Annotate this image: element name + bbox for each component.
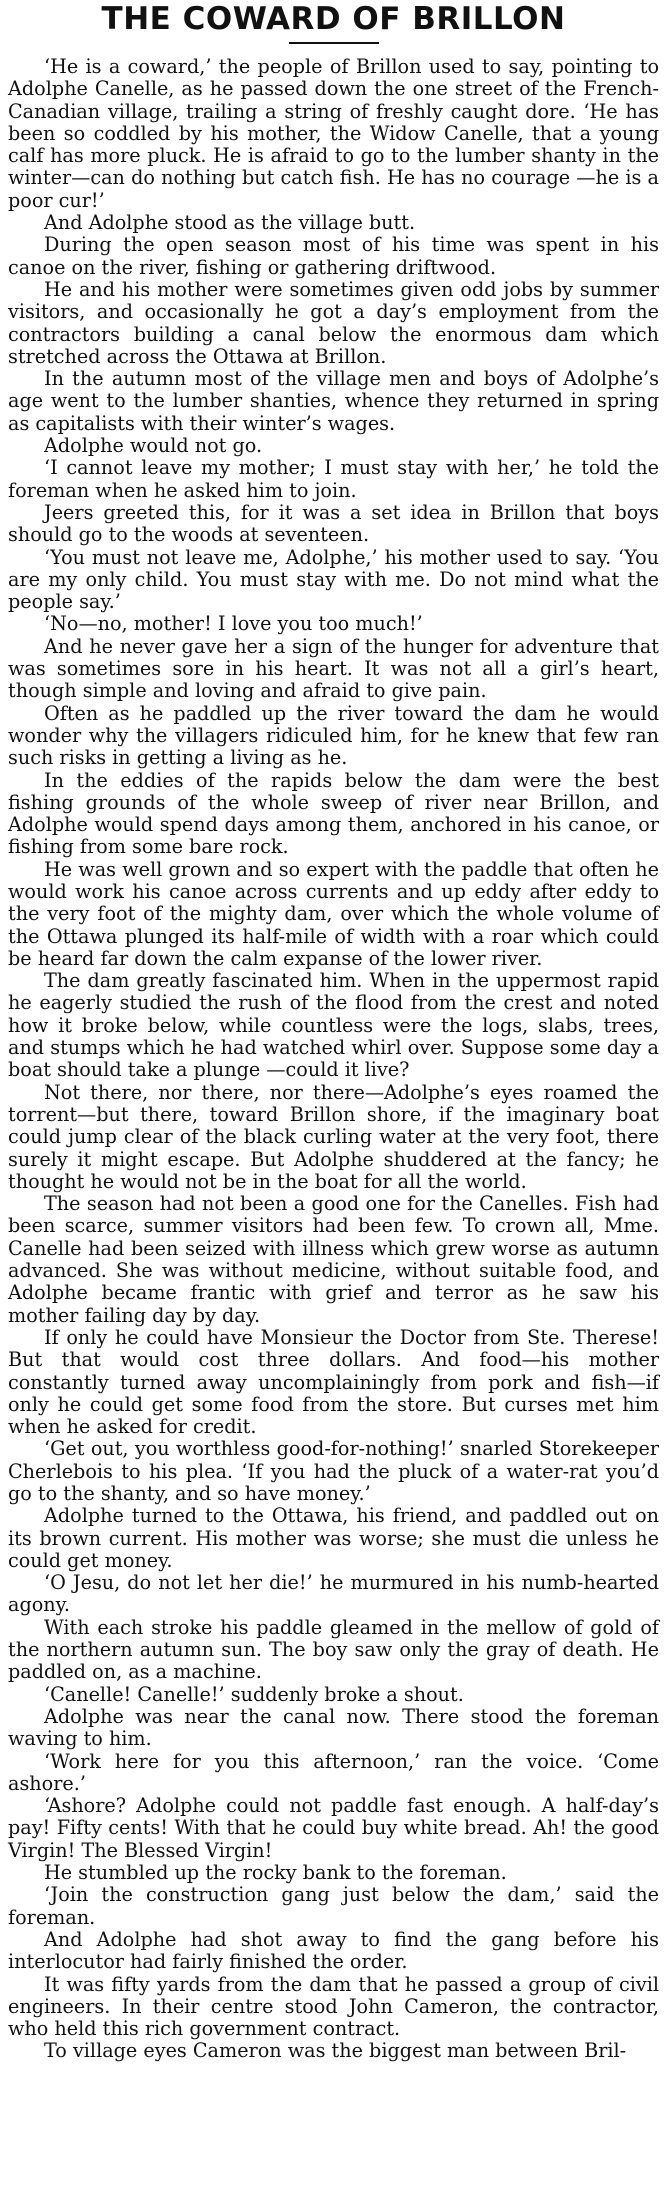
paragraph: He stumbled up the rocky bank to the foreman. (44, 1861, 507, 1885)
paragraph: ‘Work here for you this afternoon,’ ran the voice. ‘Come ashore.’ (8, 1749, 659, 1795)
paragraph: With each stroke his paddle gleamed in the mellow of gold of the northern autumn sun. The boy saw only the gray of death. He paddled on, as a machine. (8, 1615, 659, 1684)
paragraph: And he never gave her a sign of the hunger for adventure that was sometimes sore in his heart. It was not all a girl’s heart, though simple and loving and afraid to give pain. (8, 634, 659, 703)
paragraph: Adolphe was near the canal now. There stood the foreman waving to him. (8, 1704, 659, 1751)
paragraph: ‘He is a coward,’ the people of Brillon used to say, pointing to Adolphe Canelle, as he passed down the one street of the French-Canadian village, trailing a string of freshly caught dore. ‘He has been so coddled by his mother, the Widow Canelle, that a young calf has more pluck. He is afraid to go to the lumber shanty in the winter—can do nothing but catch fish. He has no courage —he is a poor cur!’ (8, 55, 659, 212)
paragraph: He and his mother were sometimes given odd jobs by summer visitors, and occasionally he got a day’s employment from the contractors building a canal below the enormous dam which stretched across the Ottawa at Brillon. (8, 277, 659, 368)
paragraph: ‘Ashore? Adolphe could not paddle fast enough. A half-day’s pay! Fifty cents! With that he could buy white bread. Ah! the good Virgin! The Blessed Virgin! (8, 1794, 659, 1862)
paragraph: Often as he paddled up the river toward the dam he would wonder why the villagers ridiculed him, for he knew that few ran such risks in getting a living as he. (8, 701, 659, 770)
paragraph: ‘You must not leave me, Adolphe,’ his mother used to say. ‘You are my only child. You must stay with me. Do not mind what the people say.’ (8, 545, 659, 614)
paragraph: The dam greatly fascinated him. When in the uppermost rapid he eagerly studied the rush of the flood from the crest and noted how it broke below, while countless were the logs, slabs, trees, and stumps which he had watched whirl over. Suppose some day a boat should take a plunge —could it live? (8, 969, 659, 1082)
paragraph: In the eddies of the rapids below the dam were the best fishing grounds of the whole sweep of river near Brillon, and Adolphe would spend days among them, anchored in his canoe, or fishing from some bare rock. (8, 768, 659, 859)
paragraph: If only he could have Monsieur the Doctor from Ste. Therese! But that would cost three dollars. And food—his mother constantly turned away uncomplainingly from pork and fish—if only he could get some food from the store. But curses met him when he asked for credit. (8, 1325, 659, 1439)
paragraph: He was well grown and so expert with the paddle that often he would work his canoe across currents and up eddy after eddy to the very foot of the mighty dam, over which the whole volume of the Ottawa plunged its half-mile of width with a roar which could be heard far down the calm expanse of the lower river. (8, 857, 659, 970)
paragraph: And Adolphe had shot away to find the gang before his interlocutor had fairly finished the order. (8, 1927, 659, 1974)
paragraph: ‘Canelle! Canelle!’ suddenly broke a shout. (44, 1682, 464, 1706)
paragraph: ‘I cannot leave my mother; I must stay with her,’ he told the foreman when he asked him to join. (8, 456, 659, 502)
paragraph: ‘O Jesu, do not let her die!’ he murmured in his numb-hearted agony. (8, 1571, 659, 1617)
paragraph: ‘Join the construction gang just below the dam,’ said the foreman. (8, 1883, 659, 1929)
paragraph: Adolphe would not go. (44, 434, 263, 458)
title-divider (289, 42, 379, 44)
paragraph: The season had not been a good one for the Canelles. Fish had been scarce, summer visitors had been few. To crown all, Mme. Canelle had been seized with illness which grew worse as autumn advanced. She was without medicine, without suitable food, and Adolphe became frantic with grief and terror as he saw his mother failing day by day. (8, 1192, 659, 1327)
paragraph: ‘No—no, mother! I love you too much!’ (44, 612, 423, 636)
paragraph: To village eyes Cameron was the biggest man between Bril- (44, 2039, 627, 2063)
paragraph: ‘Get out, you worthless good-for-nothing!’ snarled Storekeeper Cherlebois to his plea. ‘If you had the pluck of a water-rat you’d go to the shanty, and so have money.’ (8, 1437, 659, 1505)
paragraph: In the autumn most of the village men and boys of Adolphe’s age went to the lumber shanties, whence they returned in spring as capitalists with their winter’s wages. (8, 367, 659, 435)
article-body (8, 56, 659, 2063)
paragraph: Jeers greeted this, for it was a set idea in Brillon that boys should go to the woods at seventeen. (8, 500, 659, 547)
paragraph: Not there, nor there, nor there—Adolphe’s eyes roamed the torrent—but there, toward Brillon shore, if the imaginary boat could jump clear of the black curling water at the very foot, there surely it might escape. But Adolphe shuddered at the fancy; he thought he would not be in the boat for all the world. (8, 1080, 659, 1193)
article-title: THE COWARD OF BRILLON (101, 1, 566, 37)
paragraph: And Adolphe stood as the village butt. (44, 211, 416, 235)
paragraph: It was fifty yards from the dam that he passed a group of civil engineers. In their centre stood John Cameron, the contractor, who held this rich government contract. (8, 1972, 659, 2041)
paragraph: During the open season most of his time was spent in his canoe on the river, fishing or gathering driftwood. (8, 233, 659, 279)
paragraph: Adolphe turned to the Ottawa, his friend, and paddled out on its brown current. His mother was worse; she must die unless he could get money. (8, 1504, 659, 1572)
